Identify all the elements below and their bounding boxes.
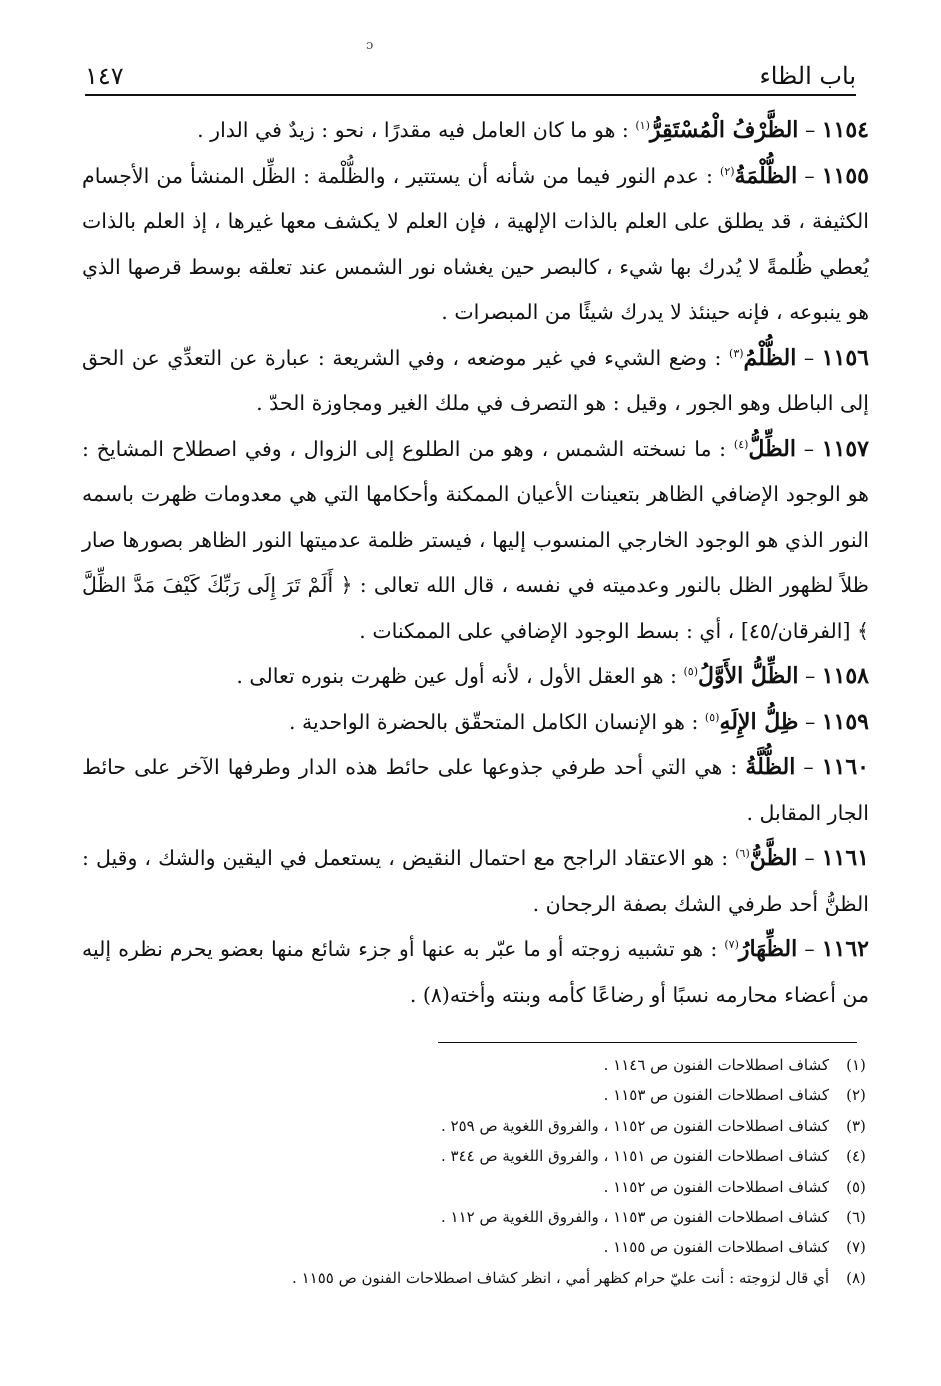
footnote-text: كشاف اصطلاحات الفنون ص ١١٥١ ، والفروق اللغوية ص ٣٤٤ . bbox=[441, 1147, 829, 1166]
page-top-mark: ɔ bbox=[366, 38, 374, 53]
entry-number: ١١٥٨ bbox=[821, 663, 869, 689]
footnote-text: كشاف اصطلاحات الفنون ص ١١٥٢ ، والفروق اللغوية ص ٢٥٩ . bbox=[441, 1116, 829, 1135]
entry-term: الظَّرْفُ الْمُسْتَقِرُّ bbox=[649, 117, 799, 143]
footnote-text: كشاف اصطلاحات الفنون ص ١١٤٦ . bbox=[603, 1056, 829, 1074]
entry-number: ١١٦٠ bbox=[821, 754, 869, 780]
entry-number: ١١٦٢ bbox=[821, 936, 869, 962]
entry-1156: ١١٥٦ – الظُّلْمُ$^{(٣)}$ : وضع الشيء في غير موضعه ، وفي الشريعة : عبارة عن التعدِّي عن الحق إلى الباطل وهو الجور ، وقيل : هو التصرف في ملك الغير ومجاوزة الحدّ . bbox=[82, 344, 869, 415]
entry-number: ١١٥٥ bbox=[821, 162, 869, 189]
entry-number: ١١٥٧ bbox=[821, 435, 869, 462]
footnote-ref: (٤) bbox=[733, 437, 749, 451]
entry-1154: ١١٥٤ – الظَّرْفُ الْمُسْتَقِرُّ$^{(١)}$ : هو ما كان العامل فيه مقدرًا ، نحو : زيدٌ في الدار . bbox=[197, 117, 869, 143]
entry-term: الظِّلُّ bbox=[748, 435, 796, 462]
footnote bbox=[82, 1172, 869, 1202]
footnote-number: (٤) bbox=[846, 1147, 866, 1166]
entry-1162: ١١٦٢ – الظِّهَارُ$^{(٧)}$ : هو تشبيه زوجته أو ما عبّر به عنها أو جزء شائع منها بعضو يحرم نظره إليه من أعضاء محارمه نسبًا أو رضاعًا كأمه وبنته وأخته(٨) . bbox=[82, 936, 869, 1007]
footnote bbox=[82, 1232, 869, 1262]
footnote bbox=[82, 1202, 869, 1232]
chapter-title: باب الظاء bbox=[759, 62, 856, 90]
footnote-ref: (٥) bbox=[704, 710, 720, 724]
footnote bbox=[82, 1111, 869, 1141]
footnote-ref: (١) bbox=[635, 119, 650, 133]
footnotes bbox=[82, 1050, 869, 1293]
entry-number: ١١٥٤ bbox=[821, 117, 869, 143]
entry-1160: ١١٦٠ – الظُّلَّةُ : هي التي أحد طرفي جذوعها على حائط هذه الدار وطرفها الآخر على حائط الجار المقابل . bbox=[82, 754, 869, 825]
footnote-ref: (٢) bbox=[720, 164, 735, 178]
footnote-number: (٢) bbox=[846, 1086, 866, 1105]
entry-term: الظَّنُّ bbox=[749, 845, 798, 871]
footnote bbox=[82, 1141, 869, 1171]
entry-1157: ١١٥٧ – الظِّلُّ$^{(٤)}$ : ما نسخته الشمس ، وهو من الطلوع إلى الزوال ، وفي اصطلاح المشايخ : هو الوجود الإضافي الظاهر بتعينات الأعيان الممكنة وأحكامها التي هي معدومات ظهرت باسمه النور الذي هو الوجود الخارجي المنسوب إليها ، فيستر ظلمة عدميتها النور الظاهر بصورها صار ظلاً لظهور الظل بالنور وعدميته في نفسه ، قال الله تعالى : ﴿ أَلَمْ تَرَ إِلَى رَبِّكَ كَيْفَ مَدَّ الظِّلَّ ﴾ [الفرقان/٤٥] ، أي : بسط الوجود الإضافي على الممكنات . bbox=[82, 435, 869, 643]
entry-term: الظُّلَّةُ bbox=[745, 754, 796, 780]
footnote-number: (٧) bbox=[846, 1238, 866, 1257]
entry-number: ١١٥٦ bbox=[821, 344, 869, 371]
entry-text: : هو الإنسان الكامل المتحقّق بالحضرة الواحدية . bbox=[288, 709, 699, 734]
entry-1158: ١١٥٨ – الظِّلُّ الأَوَّلُ$^{(٥)}$ : هو العقل الأول ، لأنه أول عين ظهرت بنوره تعالى . bbox=[236, 663, 869, 689]
entry-text: : ما نسخته الشمس ، وهو من الطلوع إلى الزوال ، وفي اصطلاح المشايخ : هو الوجود الإضافي الظاهر بتعينات الأعيان الممكنة وأحكامها التي هي معدومات ظهرت باسمه النور الذي هو الوجود الخارجي المنسوب إليها ، فيستر ظلمة عدميتها النور الظاهر بصورها صار ظلاً لظهور الظل بالنور وعدميته في نفسه ، قال الله تعالى : ﴿ أَلَمْ تَرَ إِلَى رَبِّكَ كَيْفَ مَدَّ الظِّلَّ ﴾ [الفرقان/٤٥] ، أي : بسط الوجود الإضافي على الممكنات . bbox=[82, 436, 869, 643]
entries-body bbox=[82, 108, 869, 1018]
footnote-number: (٣) bbox=[846, 1116, 866, 1135]
entry-number: ١١٦١ bbox=[821, 845, 869, 871]
footnote-text: كشاف اصطلاحات الفنون ص ١١٥٣ . bbox=[603, 1086, 829, 1105]
entry-term: الظِّهَارُ bbox=[738, 936, 798, 962]
entry-term: ظِلُّ الإِلَهِ bbox=[719, 708, 799, 735]
footnote-rule bbox=[438, 1042, 857, 1043]
entry-1155: ١١٥٥ – الظُّلْمَةُ$^{(٢)}$ : عدم النور فيما من شأنه أن يستتير ، والظُّلْمة : الظِّل المنشأ من الأجسام الكثيفة ، قد يطلق على العلم بالذات الإلهية ، فإن العلم لا يكشف معها غيرها ، إذ العلم بالذات يُعطي ظُلمةً لا يُدرك بها شيء ، كالبصر حين يغشاه نور الشمس عند تعلقه بوسط قرصها الذي هو ينبوعه ، فإنه حينئذ لا يدرك شيئًا من المبصرات . bbox=[82, 162, 869, 324]
footnote bbox=[82, 1080, 869, 1110]
footnote-ref: (٥) bbox=[683, 665, 698, 679]
entry-term: الظُّلْمُ bbox=[743, 344, 797, 371]
entry-text: : هو العقل الأول ، لأنه أول عين ظهرت بنوره تعالى . bbox=[236, 664, 677, 688]
page-number: ١٤٧ bbox=[85, 62, 124, 90]
footnote-number: (١) bbox=[846, 1056, 866, 1074]
footnote-number: (٨) bbox=[846, 1268, 866, 1287]
running-header bbox=[85, 58, 856, 90]
entry-1159: ١١٥٩ – ظِلُّ الإِلَهِ$^{(٥)}$ : هو الإنسان الكامل المتحقّق بالحضرة الواحدية . bbox=[288, 708, 869, 735]
footnote-ref: (٦) bbox=[735, 847, 750, 861]
footnote-ref: (٣) bbox=[729, 346, 744, 360]
entry-text: : وضع الشيء في غير موضعه ، وفي الشريعة : عبارة عن التعدِّي عن الحق إلى الباطل وهو الجور ، وقيل : هو التصرف في ملك الغير ومجاوزة الحدّ . bbox=[82, 345, 869, 415]
entry-number: ١١٥٩ bbox=[821, 708, 869, 735]
entry-text: : هي التي أحد طرفي جذوعها على حائط هذه الدار وطرفها الآخر على حائط الجار المقابل . bbox=[82, 755, 869, 825]
footnote-text: أي قال لزوجته : أنت عليّ حرام كظهر أمي ، انظر كشاف اصطلاحات الفنون ص ١١٥٥ . bbox=[292, 1268, 829, 1287]
footnote-number: (٦) bbox=[846, 1208, 866, 1227]
footnote-number: (٥) bbox=[846, 1177, 866, 1196]
footnote bbox=[82, 1263, 869, 1293]
entry-1161: ١١٦١ – الظَّنُّ$^{(٦)}$ : هو الاعتقاد الراجح مع احتمال النقيض ، يستعمل في اليقين والشك ، وقيل : الظنُّ أحد طرفي الشك بصفة الرجحان . bbox=[82, 845, 869, 916]
entry-term: الظِّلُّ الأَوَّلُ bbox=[697, 663, 799, 689]
footnote bbox=[82, 1050, 869, 1080]
entry-text: : عدم النور فيما من شأنه أن يستتير ، والظُّلْمة : الظِّل المنشأ من الأجسام الكثيفة ، قد يطلق على العلم بالذات الإلهية ، فإن العلم لا يكشف معها غيرها ، إذ العلم بالذات يُعطي ظُلمةً لا يُدرك بها شيء ، كالبصر حين يغشاه نور الشمس عند تعلقه بوسط قرصها الذي هو ينبوعه ، فإنه حينئذ لا يدرك شيئًا من المبصرات . bbox=[82, 163, 869, 324]
entry-text: : هو الاعتقاد الراجح مع احتمال النقيض ، يستعمل في اليقين والشك ، وقيل : الظنُّ أحد طرفي الشك بصفة الرجحان . bbox=[82, 846, 869, 916]
footnote-ref: (٧) bbox=[724, 938, 739, 952]
entry-term: الظُّلْمَةُ bbox=[734, 162, 798, 189]
footnote-text: كشاف اصطلاحات الفنون ص ١١٥٥ . bbox=[603, 1238, 829, 1257]
footnote-text: كشاف اصطلاحات الفنون ص ١١٥٢ . bbox=[603, 1177, 829, 1196]
header-rule bbox=[85, 94, 856, 96]
entry-text: : هو تشبيه زوجته أو ما عبّر به عنها أو جزء شائع منها بعضو يحرم نظره إليه من أعضاء محارمه نسبًا أو رضاعًا كأمه وبنته وأخته(٨) . bbox=[82, 937, 869, 1007]
footnote-text: كشاف اصطلاحات الفنون ص ١١٥٣ ، والفروق اللغوية ص ١١٢ . bbox=[441, 1208, 829, 1227]
entry-text: : هو ما كان العامل فيه مقدرًا ، نحو : زيدٌ في الدار . bbox=[197, 118, 629, 142]
